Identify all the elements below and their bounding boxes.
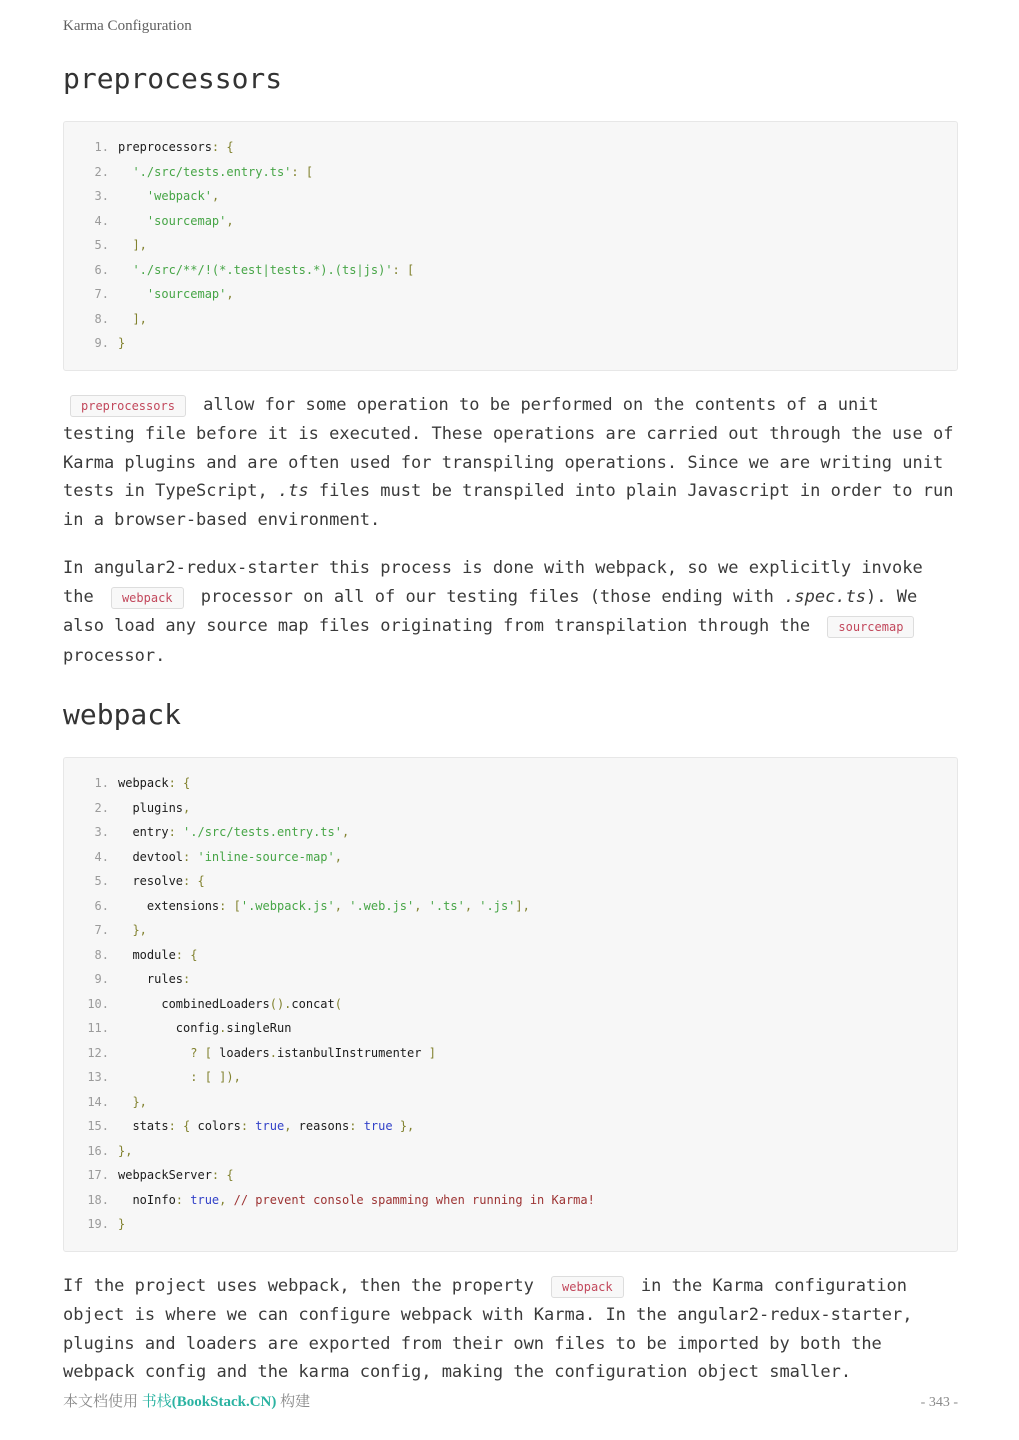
code-text: [118, 331, 125, 356]
code-token: true: [363, 1119, 393, 1133]
code-token: './src/tests.entry.ts': [183, 825, 342, 839]
code-token: ,: [219, 1192, 234, 1207]
text-segment: processor on all of our testing files (those ending with: [190, 586, 785, 607]
code-line: [74, 135, 942, 160]
code-token: : {: [168, 776, 191, 790]
code-line: [74, 1163, 942, 1188]
code-token: : [: [392, 262, 415, 277]
code-token: : {: [175, 947, 198, 962]
code-text: [118, 258, 414, 283]
code-token: './src/**/!(*.test|tests.*).(ts|js)': [132, 262, 393, 277]
line-number: 3.: [94, 825, 109, 839]
inline-code: sourcemap: [827, 616, 914, 638]
code-text: [118, 820, 349, 845]
code-token: ],: [132, 238, 147, 252]
line-number: 19.: [87, 1217, 109, 1231]
code-text: [118, 184, 219, 209]
code-token: noInfo: [118, 1192, 176, 1207]
line-number: 9.: [94, 336, 109, 350]
code-token: : {: [211, 1168, 234, 1182]
code-line: [74, 869, 942, 894]
line-number: 3.: [94, 189, 109, 203]
code-text: [118, 943, 197, 968]
code-token: ]: [421, 1045, 436, 1060]
code-text: [118, 1188, 595, 1213]
code-token: ,: [226, 213, 234, 228]
code-token: ,: [464, 898, 480, 913]
line-number: 1.: [94, 776, 109, 790]
bookstack-link-cn: 书栈: [141, 1394, 172, 1410]
code-token: module: [118, 947, 176, 962]
line-number: 14.: [87, 1094, 109, 1109]
code-token: [118, 1070, 190, 1084]
code-token: ().: [269, 996, 292, 1011]
line-number: 7.: [94, 923, 109, 937]
line-number: 2.: [94, 800, 109, 815]
code-line: [74, 845, 942, 870]
code-token: webpackServer: [118, 1168, 212, 1182]
code-text: [118, 1114, 414, 1139]
text-segment: In angular2-redux-starter this process is done with webpack, so we explicitly invoke the: [63, 558, 923, 607]
code-token: true: [190, 1192, 220, 1207]
text-segment: files must be transpiled into plain Javascript in order to run in a browser-based environment.: [63, 481, 954, 530]
code-token: .: [219, 1021, 227, 1035]
inline-code: webpack: [551, 1276, 624, 1298]
code-token: },: [392, 1119, 415, 1133]
code-token: :: [175, 1192, 191, 1207]
code-text: [118, 918, 147, 943]
code-line: [74, 184, 942, 209]
code-line: [74, 160, 942, 185]
code-token: preprocessors: [118, 140, 212, 154]
line-number: 6.: [94, 898, 109, 913]
code-block-preprocessors: [63, 121, 958, 371]
code-token: entry: [118, 825, 169, 839]
code-token: 'sourcemap': [146, 213, 227, 228]
page-footer: [63, 1390, 958, 1411]
code-text: [118, 992, 342, 1017]
code-token: : [: [291, 164, 314, 179]
code-token: [118, 923, 132, 937]
code-token: },: [132, 1094, 147, 1109]
code-line: [74, 1041, 942, 1066]
line-number: 5.: [94, 874, 109, 888]
code-line: [74, 282, 942, 307]
code-token: :: [183, 849, 198, 864]
code-text: [118, 282, 234, 307]
code-token: resolve: [118, 874, 184, 888]
code-token: config: [118, 1021, 220, 1035]
code-line: [74, 1212, 942, 1237]
code-token: istanbulInstrumenter: [276, 1045, 422, 1060]
inline-code: preprocessors: [70, 395, 186, 417]
paragraph-webpack-config: [63, 1272, 958, 1387]
code-line: [74, 1090, 942, 1115]
bookstack-link-en: (BookStack.CN): [171, 1394, 277, 1410]
code-token: combinedLoaders: [118, 996, 270, 1011]
line-number: 17.: [87, 1168, 109, 1182]
code-token: }: [118, 336, 126, 350]
code-token: extensions: [118, 898, 220, 913]
code-token: [118, 214, 147, 228]
code-line: [74, 820, 942, 845]
text-segment: ). We also load any source map files originating from transpilation through the: [63, 586, 918, 636]
code-line: [74, 209, 942, 234]
code-token: ? [: [190, 1045, 212, 1060]
line-number: 13.: [87, 1070, 109, 1084]
code-token: ,: [334, 849, 342, 864]
code-token: : [: [219, 898, 241, 913]
code-token: ],: [515, 898, 530, 913]
line-number: 2.: [94, 164, 109, 179]
code-line: [74, 992, 942, 1017]
code-line: [74, 1016, 942, 1041]
text-segment: allow for some operation to be performed on the contents of a unit testing file before it is executed. These operations are carried out through the use of Karma plugins and are often used for transpiling operations. Since we are writing unit tests in TypeScript,: [63, 394, 954, 501]
code-token: [118, 287, 147, 301]
code-token: // prevent console spamming when running in Karma!: [233, 1192, 595, 1207]
code-text: [118, 1090, 147, 1115]
code-token: '.webpack.js': [240, 898, 335, 913]
code-text: [118, 894, 530, 919]
code-text: [118, 1041, 436, 1066]
code-token: [118, 189, 147, 203]
code-text: [118, 1163, 234, 1188]
code-token: webpack: [118, 776, 169, 790]
breadcrumb: Karma Configuration: [63, 18, 192, 34]
code-line: [74, 894, 942, 919]
line-number: 4.: [94, 213, 109, 228]
code-token: : {: [211, 140, 234, 154]
code-line: [74, 1065, 942, 1090]
code-token: '.web.js': [349, 898, 415, 913]
line-number: 1.: [94, 140, 109, 154]
code-text: [118, 160, 313, 185]
code-token: stats: [118, 1119, 169, 1133]
code-line: [74, 307, 942, 332]
line-number: 7.: [94, 287, 109, 301]
heading-preprocessors: preprocessors: [63, 62, 283, 95]
code-token: ,: [226, 287, 234, 301]
code-text: [118, 845, 342, 870]
code-line: [74, 1139, 942, 1164]
line-number: 9.: [94, 972, 109, 986]
code-line: [74, 331, 942, 356]
code-token: [118, 312, 132, 326]
code-token: colors: [197, 1119, 241, 1133]
line-number: 6.: [94, 262, 109, 277]
code-text: [118, 796, 190, 821]
code-token: :: [168, 825, 184, 839]
code-token: :: [240, 1119, 256, 1133]
code-text: [118, 1016, 291, 1041]
text-segment: processor.: [63, 645, 166, 666]
line-number: 16.: [87, 1143, 109, 1158]
code-token: :: [349, 1119, 364, 1133]
code-token: [118, 238, 132, 252]
code-token: 'sourcemap': [146, 287, 227, 301]
code-token: concat: [291, 996, 335, 1011]
footer-built-with: [63, 1390, 310, 1411]
code-token: devtool: [118, 849, 184, 864]
code-token: '.ts': [428, 898, 465, 913]
code-token: ,: [284, 1119, 299, 1133]
code-token: ],: [132, 311, 147, 326]
code-line: [74, 967, 942, 992]
code-line: [74, 943, 942, 968]
code-line: [74, 1188, 942, 1213]
code-token: loaders: [211, 1045, 270, 1060]
footer-prefix: 本文档使用: [63, 1394, 142, 1410]
code-token: rules: [118, 972, 184, 986]
code-line: [74, 258, 942, 283]
line-number: 8.: [94, 311, 109, 326]
text-segment: If the project uses webpack, then the property: [63, 1275, 545, 1296]
code-token: '.js': [479, 898, 516, 913]
line-number: 8.: [94, 947, 109, 962]
code-line: [74, 771, 942, 796]
code-token: ,: [334, 898, 350, 913]
code-token: : {: [168, 1119, 198, 1133]
code-token: },: [118, 1143, 133, 1158]
line-number: 10.: [87, 996, 109, 1011]
bookstack-link[interactable]: [142, 1394, 277, 1410]
code-token: ,: [341, 825, 350, 839]
code-token: [118, 1046, 190, 1060]
code-text: [118, 967, 190, 992]
code-token: ,: [414, 898, 429, 913]
paragraph-preprocessors-intro: [63, 391, 958, 535]
line-number: 15.: [87, 1119, 109, 1133]
code-block-webpack: [63, 757, 958, 1252]
code-token: plugins: [118, 800, 184, 815]
code-token: }: [118, 1217, 126, 1231]
code-token: true: [255, 1119, 285, 1133]
italic-text: .spec.ts: [784, 586, 867, 607]
line-number: 11.: [87, 1021, 109, 1035]
code-token: [118, 263, 132, 277]
code-token: ,: [211, 189, 220, 203]
code-token: [118, 165, 132, 179]
code-token: 'inline-source-map': [197, 849, 335, 864]
code-token: singleRun: [226, 1021, 292, 1035]
line-number: 5.: [94, 238, 109, 252]
code-text: [118, 307, 147, 332]
inline-code: webpack: [111, 587, 184, 609]
text-segment: in the Karma configuration object is where we can configure webpack with Karma. In the angular2-redux-starter, plugins and loaders are exported from their own files to be imported by both the webpack config and the karma config, making the configuration object smaller.: [63, 1275, 913, 1382]
code-text: [118, 1065, 241, 1090]
code-token: : [ ]),: [190, 1070, 241, 1084]
code-text: [118, 1212, 125, 1237]
code-token: (: [334, 996, 342, 1011]
code-token: [118, 1095, 132, 1109]
line-number: 12.: [87, 1045, 109, 1060]
code-line: [74, 233, 942, 258]
code-line: [74, 918, 942, 943]
heading-webpack: webpack: [63, 698, 182, 731]
paragraph-webpack-processor: [63, 554, 958, 670]
code-text: [118, 869, 205, 894]
code-token: ,: [183, 800, 191, 815]
code-token: },: [132, 923, 147, 937]
code-text: [118, 135, 234, 160]
code-token: reasons: [298, 1119, 350, 1133]
page-number: - 343 -: [920, 1395, 958, 1410]
code-text: [118, 771, 190, 796]
italic-text: .ts: [277, 481, 309, 501]
code-token: : {: [183, 874, 205, 888]
code-token: :: [183, 972, 191, 986]
code-text: [118, 233, 147, 258]
code-line: [74, 796, 942, 821]
code-token: .: [269, 1045, 277, 1060]
line-number: 18.: [87, 1192, 109, 1207]
line-number: 4.: [94, 849, 109, 864]
footer-suffix: 构建: [276, 1394, 311, 1410]
code-text: [118, 1139, 132, 1164]
code-token: './src/tests.entry.ts': [132, 164, 292, 179]
code-line: [74, 1114, 942, 1139]
code-text: [118, 209, 234, 234]
code-token: 'webpack': [146, 189, 212, 203]
